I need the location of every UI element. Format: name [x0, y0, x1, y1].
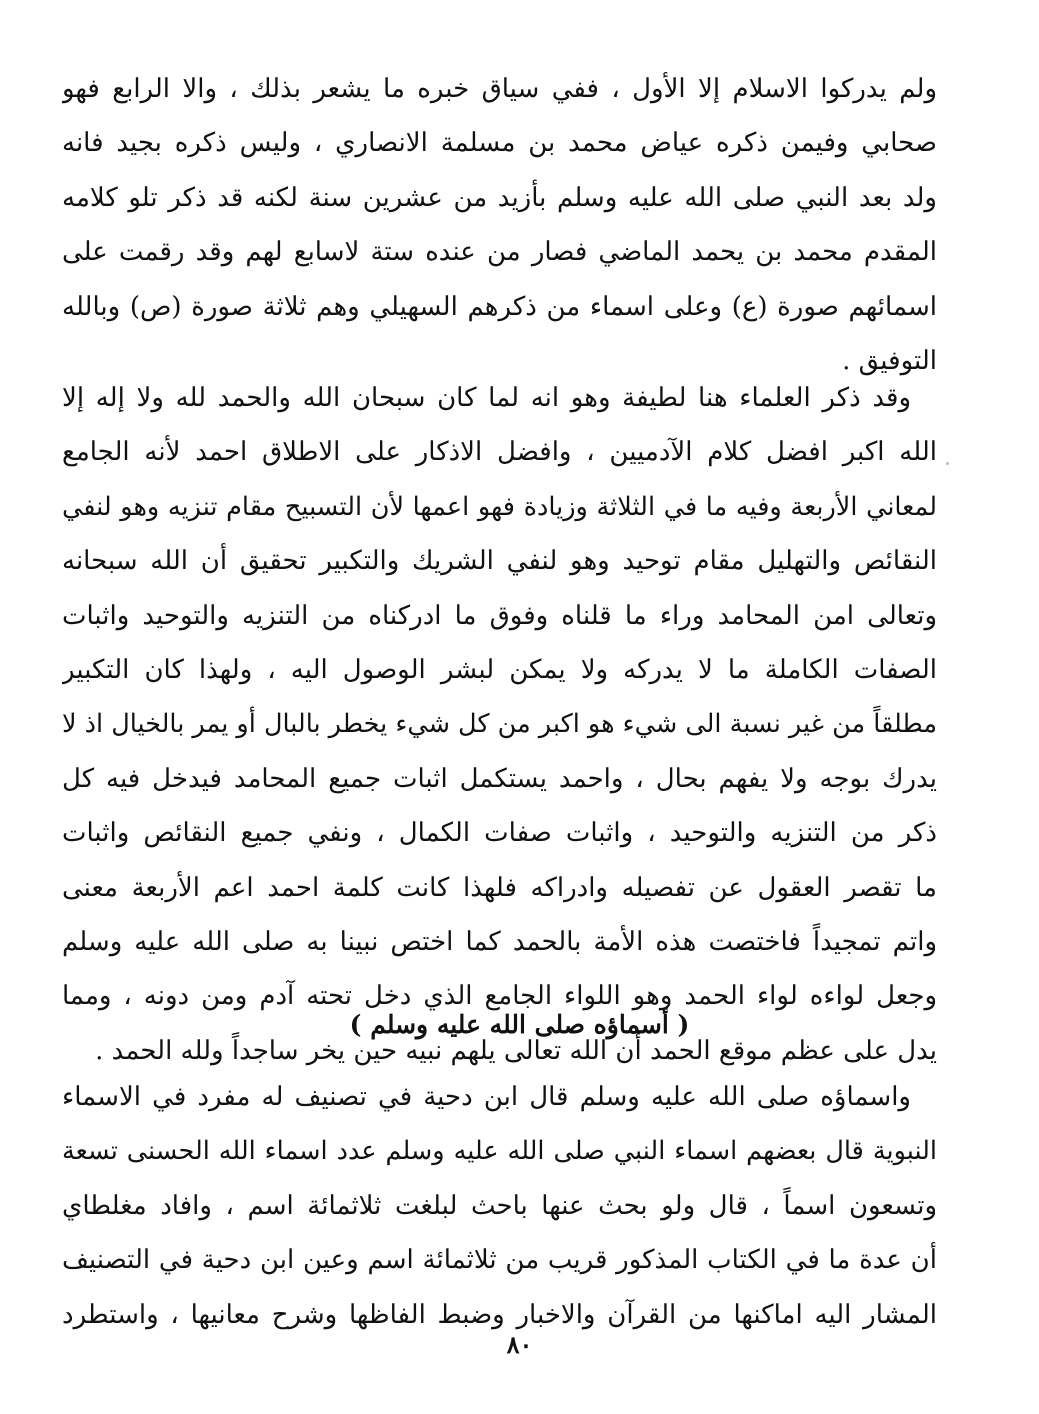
text-line: واسماؤه صلى الله عليه وسلم قال ابن دحية في تصنيف له مفرد في الاسماء — [62, 1082, 911, 1112]
paragraph-2 — [62, 371, 937, 1078]
page-number: ٨٠ — [506, 1330, 533, 1359]
section-heading: ( أسماؤه صلى الله عليه وسلم ) — [349, 1010, 690, 1039]
text-line: ما تقصر العقول عن تفصيله وادراكه فلهذا كانت كلمة احمد اعم الأربعة معنى — [62, 872, 937, 903]
text-line: مطلقاً من غير نسبة الى شيء هو اكبر من كل شيء يخطر بالبال أو يمر بالخيال اذ لا — [62, 709, 937, 740]
text-line: المشار اليه اماكنها من القرآن والاخبار وضبط الفاظها وشرح معانيها ، واستطرد — [62, 1299, 937, 1330]
text-line: ذكر من التنزيه والتوحيد ، واثبات صفات الكمال ، ونفي جميع النقائص واثبات — [62, 818, 937, 849]
text-line: لمعاني الأربعة وفيه ما في الثلاثة وزيادة فهو اعمها لأن التسبيح مقام تنزيه وهو لنفي — [62, 491, 937, 522]
text-line: اسمائهم صورة (ع) وعلى اسماء من ذكرهم السهيلي وهم ثلاثة صورة (ص) وبالله — [62, 291, 937, 322]
text-line: وتسعون اسماً ، قال ولو بحث عنها باحث لبلغت ثلاثمائة اسم ، وافاد مغلطاي — [62, 1190, 937, 1221]
paragraph-3 — [62, 1070, 937, 1342]
text-line: الله اكبر افضل كلام الآدميين ، وافضل الاذكار على الاطلاق احمد لأنه الجامع — [62, 437, 937, 468]
text-line: الصفات الكاملة ما لا يدركه ولا يمكن لبشر الوصول اليه ، ولهذا كان التكبير — [62, 654, 937, 685]
scan-speck — [946, 462, 949, 465]
text-line: واتم تمجيداً فاختصت هذه الأمة بالحمد كما اختص نبينا به صلى الله عليه وسلم — [62, 926, 937, 957]
text-line: أن عدة ما في الكتاب المذكور قريب من ثلاثمائة اسم وعين ابن دحية في التصنيف — [62, 1245, 937, 1276]
text-line: ولم يدركوا الاسلام إلا الأول ، ففي سياق خبره ما يشعر بذلك ، والا الرابع فهو — [62, 74, 937, 104]
text-line: وجعل لواءه لواء الحمد وهو اللواء الجامع الذي دخل تحته آدم ومن دونه ، ومما — [62, 981, 937, 1012]
paragraph-1 — [62, 62, 937, 388]
text-line: يدرك بوجه ولا يفهم بحال ، واحمد يستكمل اثبات جميع المحامد فيدخل فيه كل — [62, 763, 937, 794]
text-line: صحابي وفيمن ذكره عياض محمد بن مسلمة الانصاري ، وليس ذكره بجيد فانه — [62, 128, 937, 159]
text-line: ولد بعد النبي صلى الله عليه وسلم بأزيد من عشرين سنة لكنه قد ذكر تلو كلامه — [62, 182, 937, 213]
text-line: التوفيق . — [842, 345, 937, 376]
text-line: النقائص والتهليل مقام توحيد وهو لنفي الشريك والتكبير تحقيق أن الله سبحانه — [62, 546, 937, 577]
text-line: النبوية قال بعضهم اسماء النبي صلى الله عليه وسلم عدد اسماء الله الحسنى تسعة — [62, 1136, 937, 1167]
text-line: يدل على عظم موقع الحمد أن الله تعالى يلهم نبيه حين يخر ساجداً ولله الحمد . — [95, 1035, 937, 1066]
text-line: وتعالى امن المحامد وراء ما قلناه وفوق ما ادركناه من التنزيه والتوحيد واثبات — [62, 600, 937, 631]
text-line: المقدم محمد بن يحمد الماضي فصار من عنده ستة لاسابع لهم وقد رقمت على — [62, 237, 937, 268]
text-line: وقد ذكر العلماء هنا لطيفة وهو انه لما كان سبحان الله والحمد لله ولا إله إلا — [62, 383, 911, 413]
